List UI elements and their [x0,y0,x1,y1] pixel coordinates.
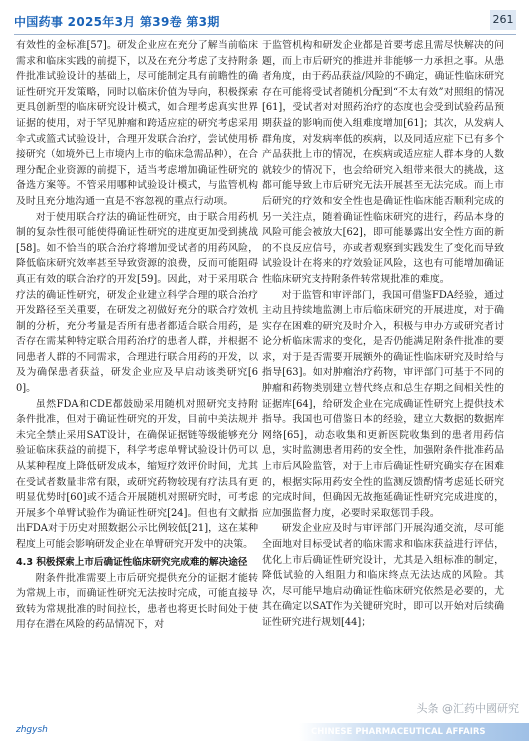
left-column [16,38,258,633]
paragraph: 对于使用联合疗法的确证性研究，由于联合用药机制的复杂性很可能使得确证性研究的进度更加受到挑战[58]。如不恰当的联合治疗将增加受试者的用药风险，降低临床研究效率甚至导致资源的浪费，反而可能阻碍真正有效的联合治疗的开发[59]。因此，对于采用联合疗法的确证性研究，研发企业建立科学合理的联合治疗开发路径至关重要，在研发之初做好充分的联合疗效机制的分析，充分考量是否所有患者都适合联合用药，是否存在需某种特定联合用药治疗的患者人群，并根据不同患者人群的不同需求，合理进行联合用药的开发，以及为确保患者获益，研发企业应及早启动该类研究[60]。 [16,211,258,395]
journal-title: 中国药事 2025年3月 第39卷 第3期 [14,15,220,29]
page-number: 261 [490,10,516,30]
footer-left-mark: zhgysh [16,725,48,735]
paragraph: 研发企业应及时与审评部门开展沟通交流，尽可能全面地对目标受试者的临床需求和临床获益进行评估，优化上市后确证性研究设计，尤其是入组标准的制定，降低试验的入组阻力和临床终点无法达成的风险。其次，尽可能早地启动确证性临床研究依然是必要的，尤其在确定以SAT作为关键研究时，即可以开始对后续确证性研究进行规划[44]； [262,523,504,628]
page-footer [0,719,529,745]
page-header [14,10,516,32]
paragraph: 有效性的金标准[57]。研发企业应在充分了解当前临床需求和临床实践的前提下，以及在充分考虑了支持附条件批准试验设计的基础上，尽可能制定具有前瞻性的确证性研究开发策略，同时以临床价值为导向，积极探索更具创新型的临床研究设计模式，如合理考虑真实世界证据的使用，对于罕见肿瘤和跨适应症的研究考虑采用伞式或篮式试验设计，合理开发联合治疗，尝试使用桥接研究（如境外已上市境内上市的临床急需品种），在合理分配企业资源的前提下，适当考虑增加确证性研究的备选方案等。不管采用哪种试验设计模式，与监管机构及时且充分地沟通一直是不容忽视的重点行动项。 [16,40,258,207]
paragraph: 于监管机构和研发企业都是首要考虑且需尽快解决的问题，而上市后研究的推进并非能够一力承担之事。从患者角度，由于药品获益/风险的不确定，确证性临床研究存在可能将受试者随机分配到“不太有效”对照组的情况[61]，受试者对对照药治疗的态度也会受到试验药品预期获益的影响而使入组难度增加[61]；其次，从发病人群角度，对发病率低的疾病，以及同适应症下已有多个产品获批上市的情况，在疾病或适应症人群本身的人数就较少的情况下，也会给研究入组带来很大的挑战，这都可能导致上市后研究无法开展甚至无法完成。而上市后研究的疗效和安全性也是确证性临床能否顺利完成的另一关注点，随着确证性临床研究的进行，药品本身的风险可能会被放大[62]，即可能暴露出安全性方面的新的不良反应信号，亦或者观察到实践发生了变化而导致试验设计在将来的疗效验证风险，这也有可能增加确证性临床研究支持附条件转常规批准的难度。 [262,40,504,285]
paragraph: 虽然FDA和CDE都鼓励采用随机对照研究支持附条件批准，但对于确证性研究的开发，目前中美法规并未完全禁止采用SAT设计，在确保证据链等级能够充分验证临床获益的前提下，科学考虑单臂试验设计仍可以从某种程度上降低研发成本，缩短疗效评价时间，尤其在受试者数量非常有限，或研究药物较现有疗法具有更明显优势时[60]或不适合开展随机对照研究时，可考虑开展多个单臂试验作为确证性研究[24]。但也有文献指出FDA对于历史对照数据公示比例较低[21]，这在某种程度上可能会影响研发企业在单臂研究开发中的决策。 [16,398,258,550]
footer-journal-band: CHINESE PHARMACEUTICAL AFFAIRS [299,723,529,741]
paragraph: 附条件批准需要上市后研究提供充分的证据才能转为常规上市，而确证性研究无法按时完成，可能直接导致转为常规批准的时间拉长，患者也将更长时间处于使用存在潜在风险的药品情况下，对 [16,572,258,631]
watermark: 头条 @汇药中國研究 [416,702,519,715]
section-heading: 4.3 积极探索上市后确证性临床研究完成难的解决途径 [16,556,248,568]
header-rule [14,34,516,35]
right-column [262,38,504,631]
paragraph: 对于监管和审评部门，我国可借鉴FDA经验，通过主动且持续地监测上市后临床研究的开展进度，对于确实存在困难的研究及时介入，积极与申办方或研究者讨论分析临床需求的变化，是否仍能满足附条件批准的要求，对于是否需要开展额外的确证性临床研究及时给与指导[63]。如对肿瘤治疗药物，审评部门可基于不同的肿瘤和药物类别建立替代终点和总生存期之间相关性的证据库[64]，给研发企业在完成确证性研究上提供技术指导。我国也可借鉴日本的经验，建立大数据的数据库网络[65]，动态收集和更新医院收集到的患者用药信息，实时监测患者用药的安全性，加强附条件批准药品上市后风险监管，对于上市后确证性研究确实存在困难的，根据实际用药安全性的监测反馈酌情考虑延长研究的完成时间，但确因无故拖延确证性研究完成进度的，应加强监督力度，必要时采取惩罚手段。 [262,289,504,519]
